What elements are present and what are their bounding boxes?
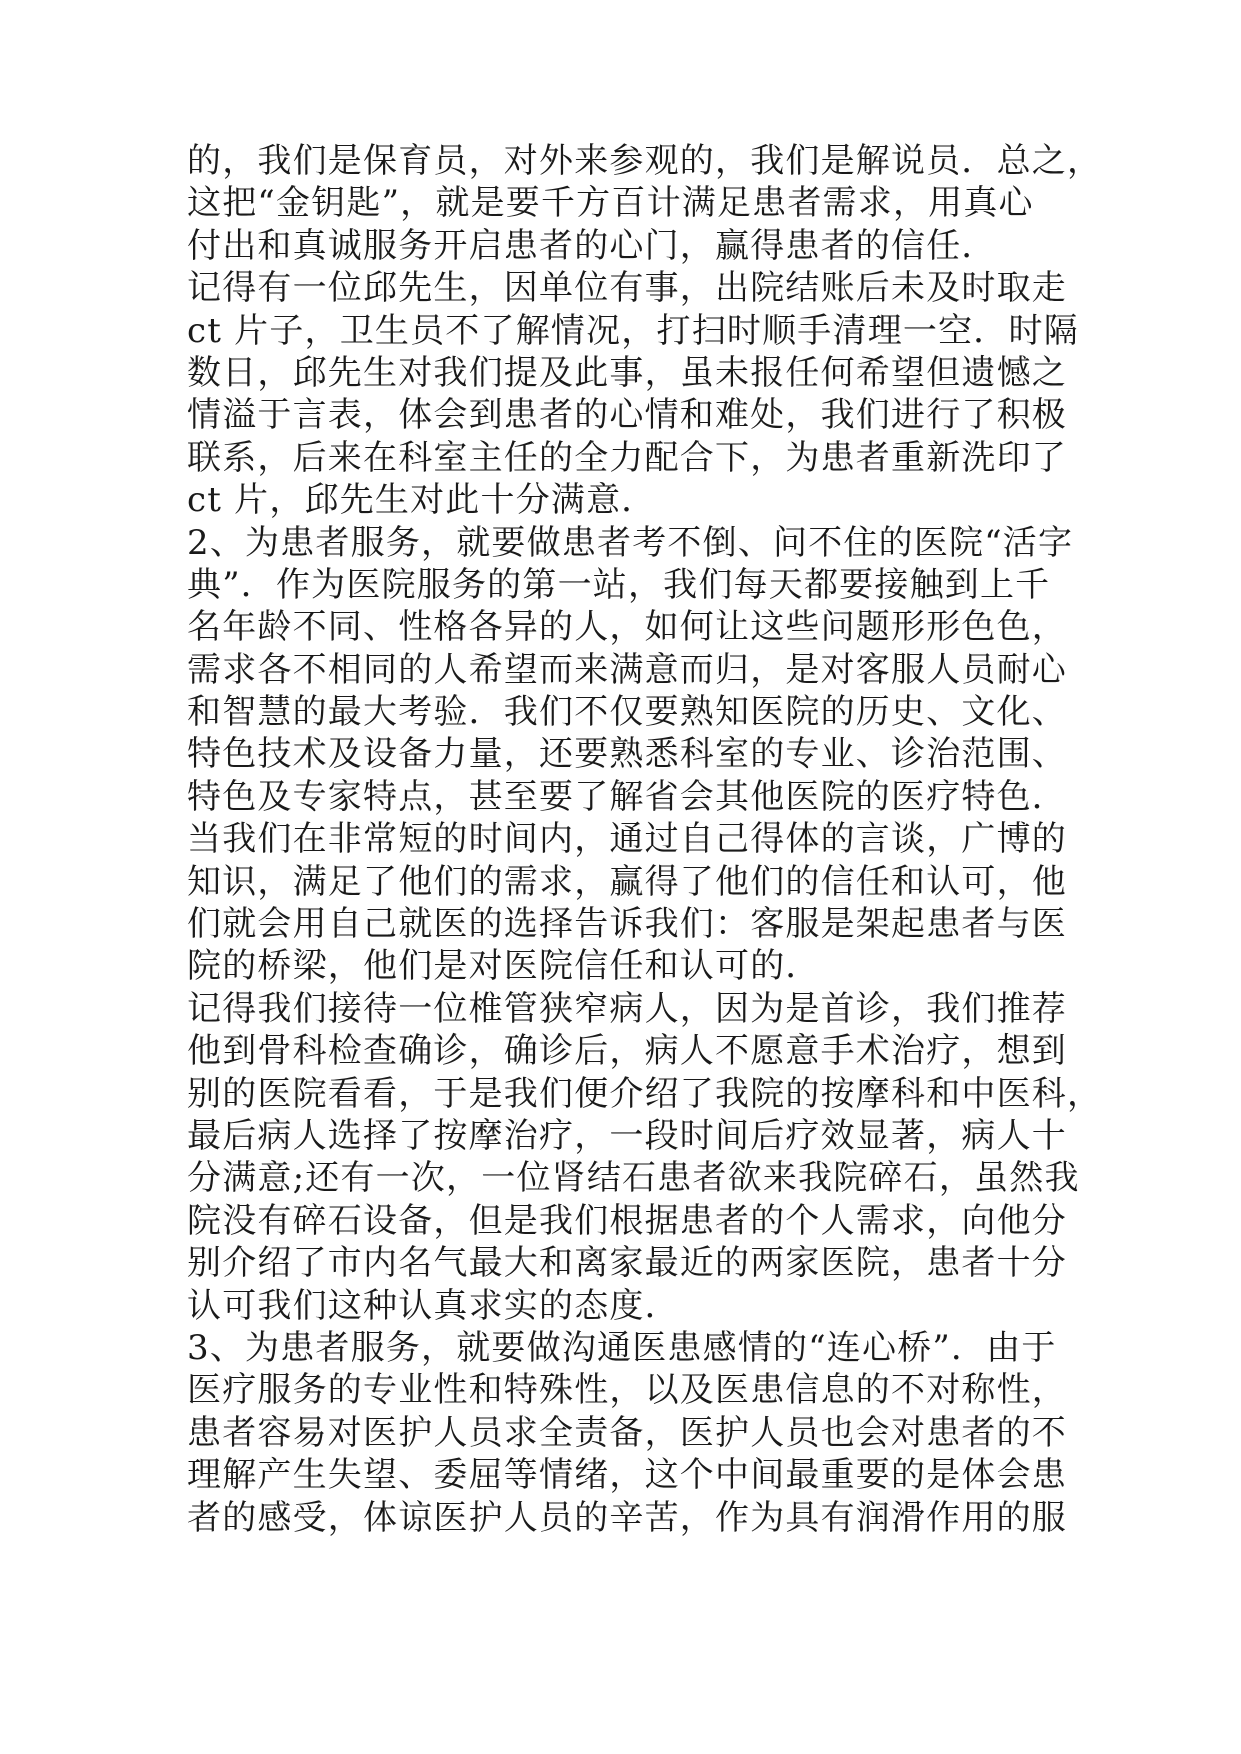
text-line: ct 片子，卫生员不了解情况，打扫时顺手清理一空．时隔 (187, 310, 1079, 351)
text-line: 这把“金钥匙”，就是要千方百计满足患者需求，用真心 (187, 183, 1034, 224)
body-text (187, 140, 1103, 1539)
text-line: 需求各不相同的人希望而来满意而归，是对客服人员耐心 (187, 649, 1067, 690)
text-line: 特色及专家特点，甚至要了解省会其他医院的医疗特色． (187, 776, 1067, 817)
text-line: 典”．作为医院服务的第一站，我们每天都要接触到上千 (187, 564, 1051, 605)
text-line: 记得有一位邱先生，因单位有事，出院结账后未及时取走 (187, 268, 1067, 309)
text-line: 别的医院看看，于是我们便介绍了我院的按摩科和中医科， (187, 1073, 1103, 1114)
text-line: 认可我们这种认真求实的态度． (187, 1285, 680, 1326)
text-line: 的，我们是保育员，对外来参观的，我们是解说员．总之， (187, 141, 1103, 181)
text-line: 们就会用自己就医的选择告诉我们：客服是架起患者与医 (187, 904, 1067, 945)
text-line: 记得我们接待一位椎管狭窄病人，因为是首诊，我们推荐 (187, 988, 1067, 1029)
text-line: ct 片，邱先生对此十分满意． (187, 480, 657, 521)
text-line: 知识，满足了他们的需求，赢得了他们的信任和认可，他 (187, 861, 1067, 902)
text-line: 2、为患者服务，就要做患者考不倒、问不住的医院“活字 (187, 522, 1074, 563)
text-line: 当我们在非常短的时间内，通过自己得体的言谈，广博的 (187, 819, 1067, 860)
text-line: 院没有碎石设备，但是我们根据患者的个人需求，向他分 (187, 1200, 1067, 1241)
text-line: 联系，后来在科室主任的全力配合下，为患者重新洗印了 (187, 437, 1067, 478)
text-line: 患者容易对医护人员求全责备，医护人员也会对患者的不 (187, 1412, 1067, 1453)
text-line: 医疗服务的专业性和特殊性，以及医患信息的不对称性， (187, 1370, 1067, 1411)
text-line: 付出和真诚服务开启患者的心门，赢得患者的信任． (187, 225, 997, 266)
text-line: 最后病人选择了按摩治疗，一段时间后疗效显著，病人十 (187, 1115, 1067, 1156)
text-line: 情溢于言表，体会到患者的心情和难处，我们进行了积极 (187, 395, 1067, 436)
text-line: 3、为患者服务，就要做沟通医患感情的“连心桥”．由于 (187, 1327, 1057, 1368)
text-line: 和智慧的最大考验．我们不仅要熟知医院的历史、文化、 (187, 692, 1067, 733)
text-line: 名年龄不同、性格各异的人，如何让这些问题形形色色， (187, 607, 1067, 648)
text-line: 别介绍了市内名气最大和离家最近的两家医院，患者十分 (187, 1243, 1067, 1284)
text-line: 者的感受，体谅医护人员的辛苦，作为具有润滑作用的服 (187, 1497, 1067, 1538)
text-line: 他到骨科检查确诊，确诊后，病人不愿意手术治疗，想到 (187, 1031, 1067, 1072)
text-line: 院的桥梁，他们是对医院信任和认可的． (187, 946, 821, 987)
text-line: 数日，邱先生对我们提及此事，虽未报任何希望但遗憾之 (187, 352, 1067, 393)
text-line: 特色技术及设备力量，还要熟悉科室的专业、诊治范围、 (187, 734, 1067, 775)
text-line: 理解产生失望、委屈等情绪，这个中间最重要的是体会患 (187, 1455, 1067, 1496)
text-line: 分满意;还有一次，一位肾结石患者欲来我院碎石，虽然我 (187, 1158, 1080, 1199)
